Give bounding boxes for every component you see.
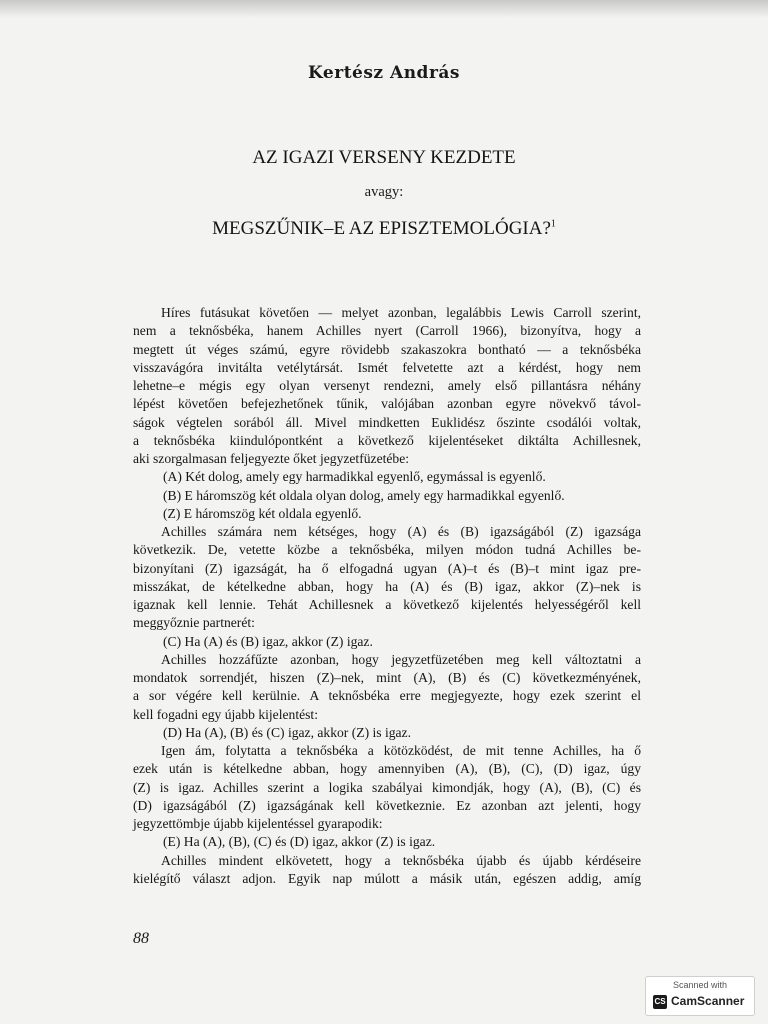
- text-line: nem a teknősbéka, hanem Achilles nyert (Carroll 1966), bizonyítva, hogy a: [133, 323, 641, 339]
- text-line: kielégítő választ adjon. Egyik nap múlott a másik után, egészen addig, amíg: [133, 870, 641, 886]
- text-line: a teknősbéka kiindulópontként a következő kijelentéseket diktálta Achillesnek,: [133, 432, 641, 448]
- text-line: misszákat, de kételkedne abban, hogy ha (A) és (B) igaz, akkor (Z)–nek is: [133, 578, 641, 594]
- conclusion-z: (Z) E háromszög két oldala egyenlő.: [163, 505, 362, 521]
- title-connector: avagy:: [364, 184, 404, 200]
- author-name: Kertész András: [308, 63, 460, 83]
- text-line: jegyzettömbje újabb kijelentéssel gyarapodik:: [133, 816, 383, 831]
- scan-caption: Scanned with: [672, 980, 728, 990]
- article-title: AZ IGAZI VERSENY KEZDETE: [252, 147, 516, 168]
- premise-a: (A) Két dolog, amely egy harmadikkal egyenlő, egymással is egyenlő.: [163, 469, 546, 485]
- text-line: mondatok sorrendjét, hiszen (Z)–nek, mint (A), (B) és (C) következményének,: [133, 670, 641, 685]
- text-line: (D) igazságából (Z) igazságának kell következnie. Ez azonban azt jelenti, hogy: [133, 797, 641, 813]
- text-line: ságok végtelen sorából áll. Mivel mindketten Euklidész őszinte csodálói voltak,: [133, 414, 641, 430]
- text-line: kell fogadni egy újabb kijelentést:: [133, 706, 318, 722]
- text-line: Híres futásukat követően — melyet azonban, legalábbis Lewis Carroll szerint,: [161, 305, 641, 320]
- text-line: Achilles számára nem kétséges, hogy (A) és (B) igazságából (Z) igazsága: [161, 524, 641, 539]
- text-line: Igen ám, folytatta a teknősbéka a kötözködést, de mit tenne Achilles, ha ő: [161, 743, 641, 758]
- text-line: (Z) is igaz. Achilles szerint a logika szabályai kimondják, hogy (A), (B), (C) és: [133, 779, 641, 795]
- article-subtitle: [0, 218, 768, 240]
- text-line: aki szorgalmasan feljegyezte őket jegyzetfüzetébe:: [133, 451, 410, 466]
- text-line: ezek után is kételkedne abban, hogy amennyiben (A), (B), (C), (D) igaz, úgy: [133, 761, 641, 777]
- scan-shadow: [0, 0, 768, 18]
- scan-brand: CamScanner: [671, 994, 745, 1008]
- text-line: Achilles mindent elkövetett, hogy a teknősbéka újabb és újabb kérdéseire: [161, 852, 641, 868]
- body-text: [133, 304, 641, 888]
- footnote-marker: 1: [550, 218, 556, 230]
- camscanner-watermark: [645, 976, 755, 1016]
- page-number: 88: [133, 930, 149, 947]
- premise-d: (D) Ha (A), (B) és (C) igaz, akkor (Z) is igaz.: [163, 724, 411, 740]
- text-line: megtett út véges számú, egyre rövidebb szakaszokra bontható — a teknősbéka: [133, 341, 641, 357]
- text-line: bizonyítani (Z) igazságát, ha ő elfogadná ugyan (A)–t és (B)–t mint igaz pre-: [133, 560, 641, 576]
- text-line: lépést követően befejezhetőnek tűnik, valójában azonban egyre növekvő távol-: [133, 396, 641, 412]
- text-line: lehetne–e mégis egy olyan versenyt rendezni, amely első pillantásra néhány: [133, 378, 641, 393]
- text-line: visszavágóra invitálta vetélytársát. Ismét felvetette azt a kérdést, hogy nem: [133, 359, 641, 375]
- text-line: a sor végére kell kerülnie. A teknősbéka erre megjegyezte, hogy ezek szerint el: [133, 688, 641, 704]
- text-line: következik. De, vetette közbe a teknősbéka, milyen módon tudná Achilles be-: [133, 542, 641, 558]
- text-line: Achilles hozzáfűzte azonban, hogy jegyzetfüzetében meg kell változtatni a: [161, 651, 641, 667]
- text-line: igaznak kell lennie. Tehát Achillesnek a következő kijelentés helyességéről kell: [133, 597, 641, 612]
- premise-e: (E) Ha (A), (B), (C) és (D) igaz, akkor (Z) is igaz.: [163, 834, 436, 850]
- text-line: meggyőznie partnerét:: [133, 615, 255, 631]
- premise-b: (B) E háromszög két oldala olyan dolog, amely egy harmadikkal egyenlő.: [163, 487, 565, 503]
- subtitle-text: MEGSZŰNIK–E AZ EPISZTEMOLÓGIA?: [212, 218, 551, 239]
- premise-c: (C) Ha (A) és (B) igaz, akkor (Z) igaz.: [163, 633, 373, 649]
- camscanner-logo-icon: CS: [653, 995, 667, 1009]
